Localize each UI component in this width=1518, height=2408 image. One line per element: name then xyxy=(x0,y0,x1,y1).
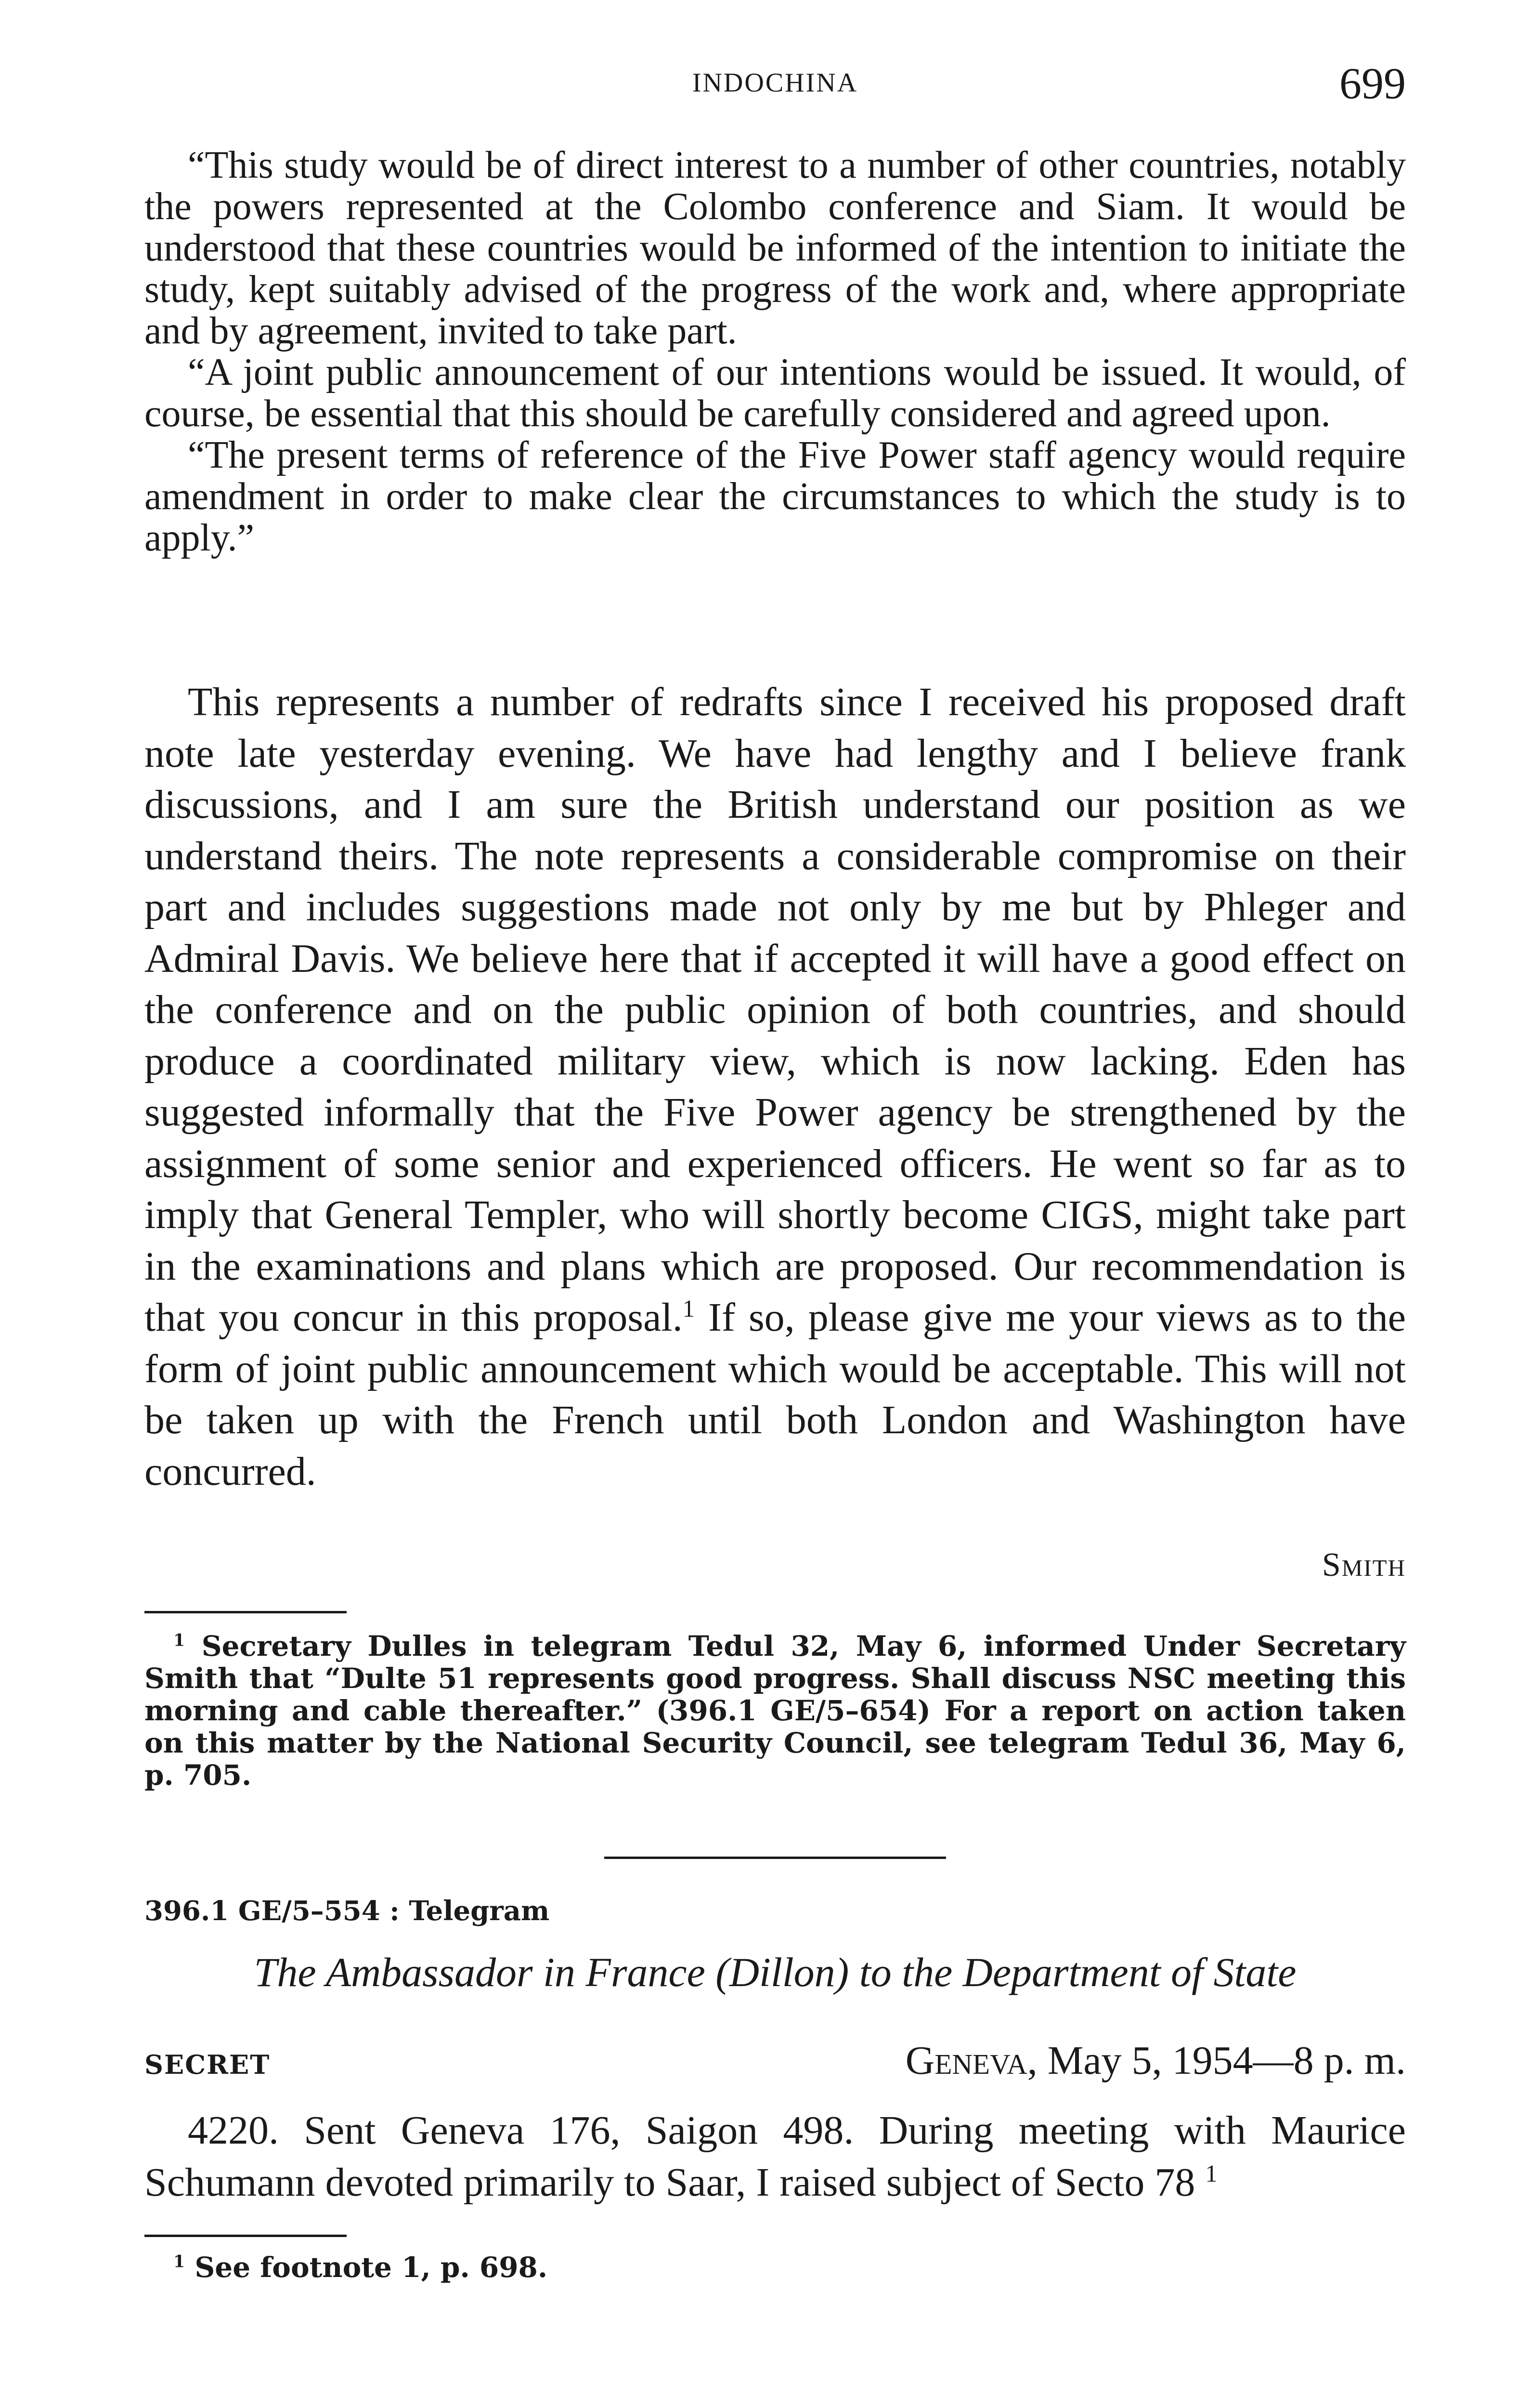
footnote-marker: 1 xyxy=(1205,2160,1218,2187)
quote-paragraph: “The present terms of reference of the Five Power staff agency would require amendment in order to make clear the circumstances to which the study is to apply.” xyxy=(144,434,1406,559)
quote-paragraph: “A joint public announcement of our intentions would be issued. It would, of course, be essential that this should be carefully considered and agreed upon. xyxy=(144,351,1406,435)
body-text: This represents a number of redrafts since I received his proposed draft note late yesterday evening. We have had lengthy and I believe frank discussions, and I am sure the British understand our position as we understand theirs. The note represents a considerable compromise on their part and includes suggestions made not only by me but by Phleger and Admiral Davis. We believe here that if accepted it will have a good effect on the conference and on the public opinion of both countries, and should produce a coordinated military view, which is now lacking. Eden has suggested informally that the Five Power agency be strengthened by the assignment of some senior and experienced officers. He went so far as to imply that General Templer, who will shortly become CIGS, might take part in the examinations and plans which are proposed. Our recommendation is that you concur in this proposal. xyxy=(144,680,1406,1340)
footnote xyxy=(144,2251,1406,2284)
footnote-number: 1 xyxy=(173,1630,185,1650)
footnote xyxy=(144,1630,1406,1792)
footnote-marker: 1 xyxy=(682,1295,695,1322)
letter-text: 4220. Sent Geneva 176, Saigon 498. During meeting with Maurice Schumann devoted primarily to Saar, I raised subject of Secto 78 xyxy=(144,2108,1406,2205)
file-reference: 396.1 GE/5–554 : Telegram xyxy=(144,1895,550,1927)
document-title: The Ambassador in France (Dillon) to the Department of State xyxy=(254,1949,1297,1995)
body-text-continued: If so, please give me your views as to the form of joint public announcement which would be acceptable. This will not be taken up with the French until both London and Washington have concurred. xyxy=(144,1295,1406,1494)
footnote-text: See footnote 1, p. 698. xyxy=(195,2251,548,2284)
dateline-date: , May 5, 1954—8 p. m. xyxy=(1027,2038,1406,2083)
dateline xyxy=(906,2037,1406,2084)
running-header xyxy=(144,58,1406,111)
running-title: INDOCHINA xyxy=(692,68,858,98)
letter-paragraph xyxy=(144,2105,1406,2209)
quote-paragraph: “This study would be of direct interest to a number of other countries, notably the powers represented at the Colombo conference and Siam. It would be understood that these countries would be informed of the intention to initiate the study, kept suitably advised of the progress of the work and, where appropriate and by agreement, invited to take part. xyxy=(144,144,1406,352)
footnote-text: Secretary Dulles in telegram Tedul 32, May 6, informed Under Secretary Smith that “Dulte 51 represents good progress. Shall discuss NSC meeting this morning and cable thereafter.” (396.1 GE/5–654) For a report on action taken on this matter by the National Security Council, see telegram Tedul 36, May 6, p. 705. xyxy=(144,1630,1406,1792)
footnote-divider xyxy=(144,1611,347,1613)
footnote-number: 1 xyxy=(173,2251,185,2272)
signature: Smith xyxy=(1322,1546,1406,1584)
section-divider xyxy=(604,1857,946,1859)
footnote-divider xyxy=(144,2235,347,2237)
quoted-note xyxy=(144,144,1406,559)
classification-label: SECRET xyxy=(144,2049,271,2080)
page-number: 699 xyxy=(1339,59,1406,108)
body-paragraph xyxy=(144,677,1406,1497)
dateline-place: Geneva xyxy=(905,2038,1027,2083)
